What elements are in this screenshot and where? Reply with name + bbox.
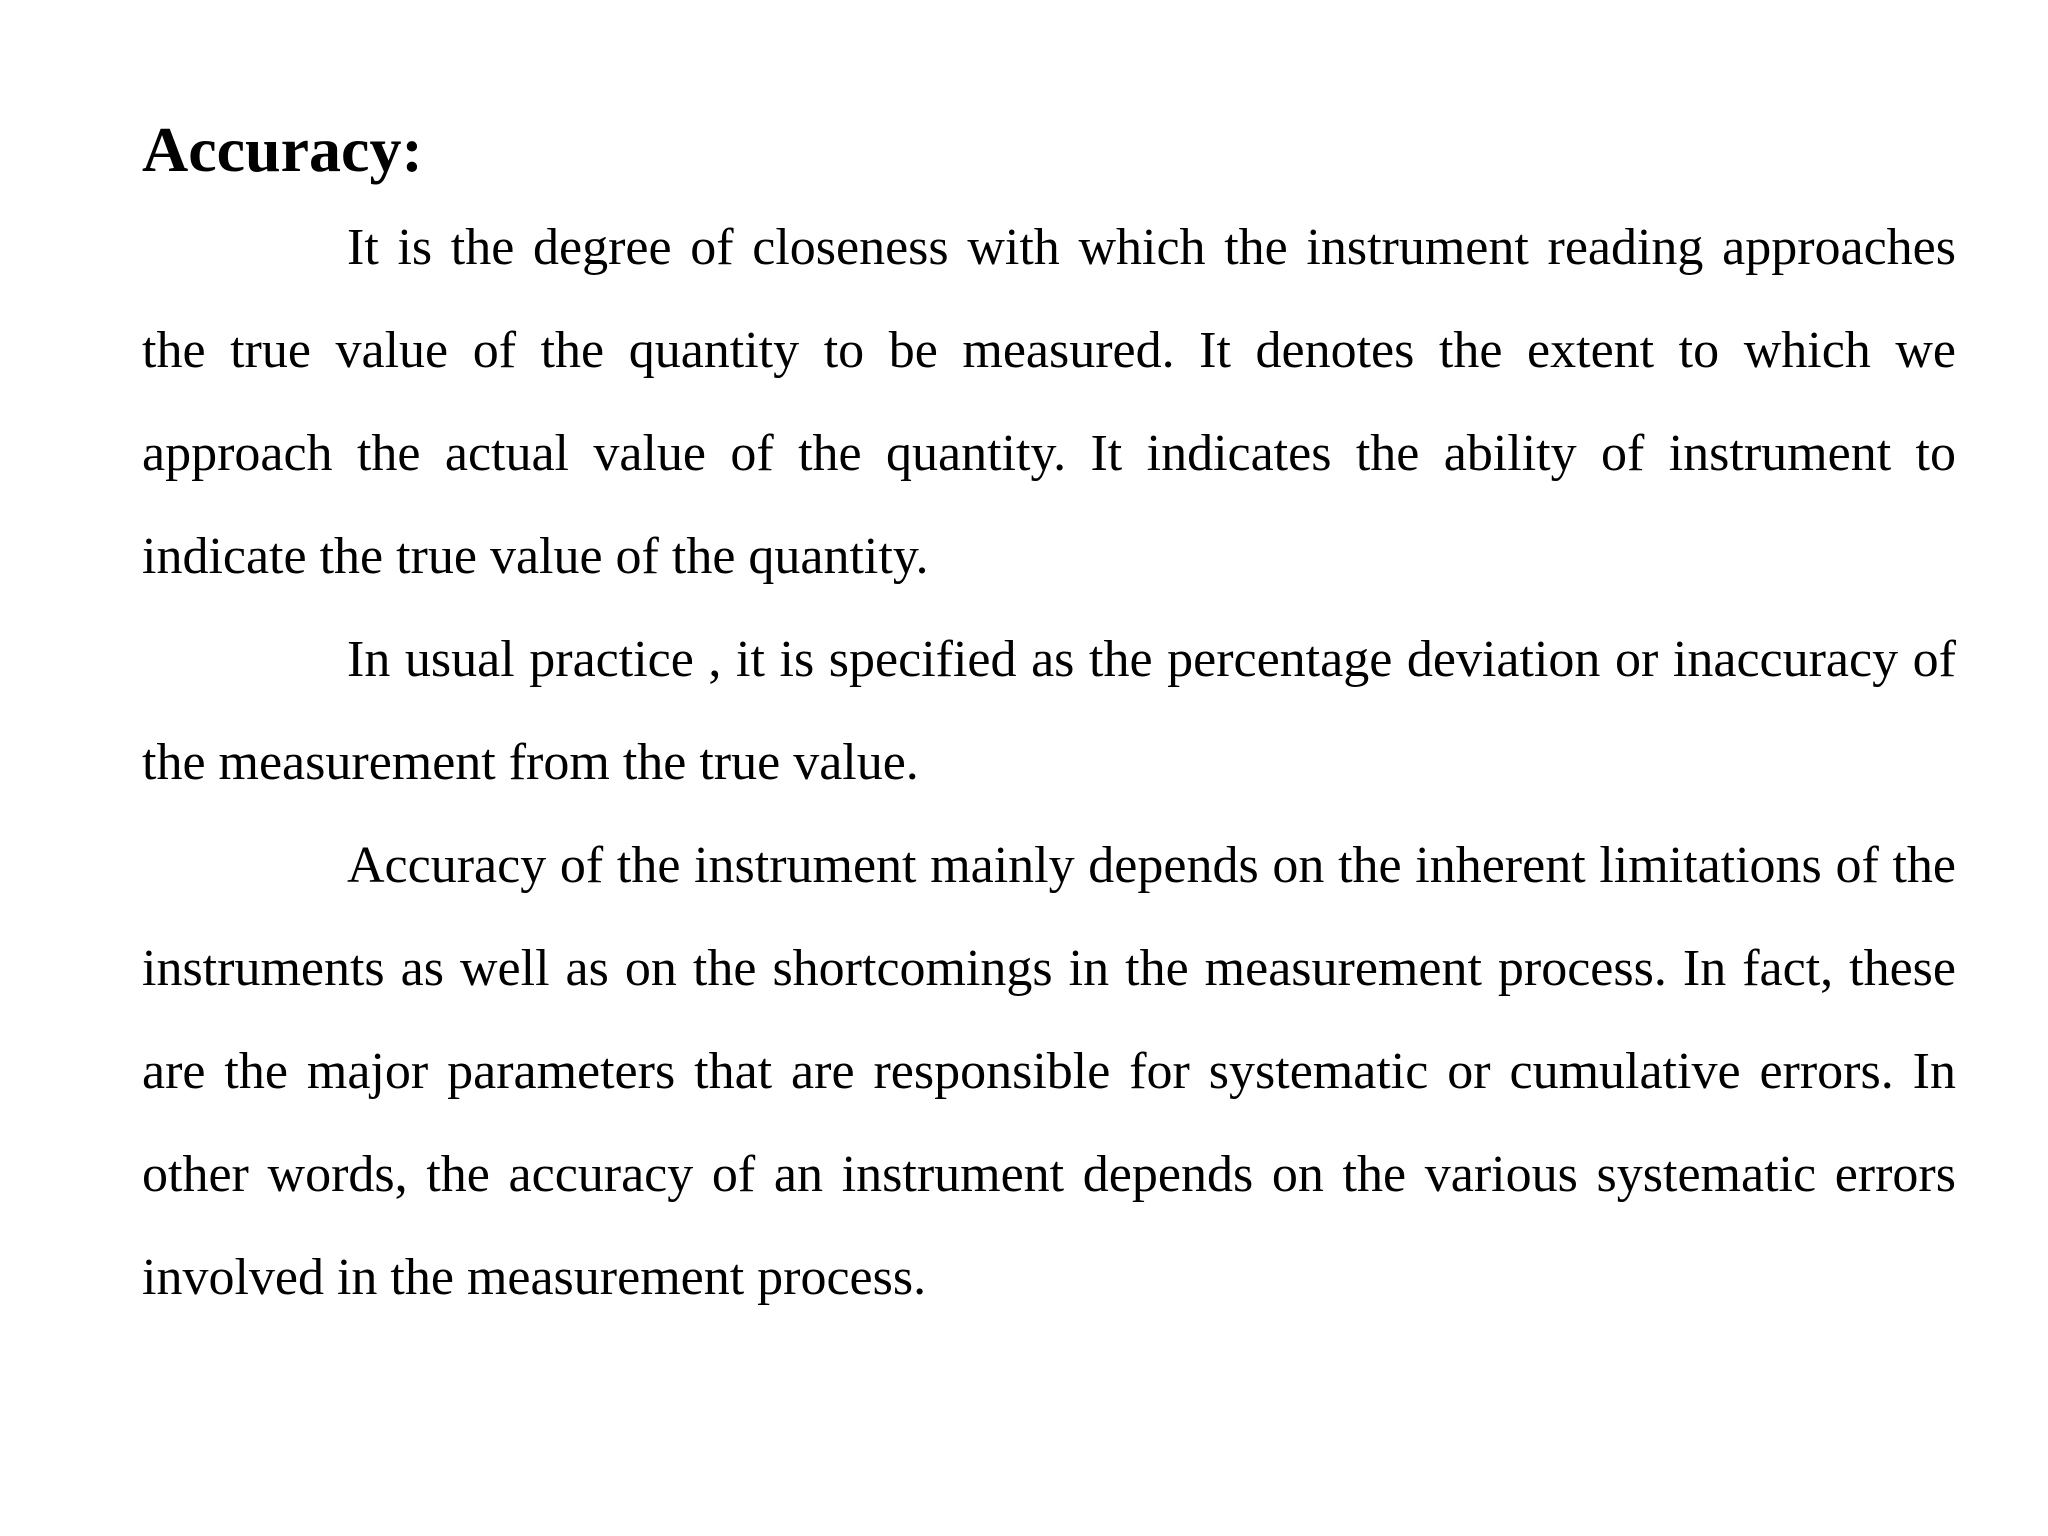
document-page (142, 112, 1956, 1329)
section-heading: Accuracy: (142, 114, 423, 185)
paragraph-definition: It is the degree of closeness with which the instrument reading approaches the true value of the quantity to be measured. It denotes the extent to which we approach the actual value of the quantity. It indicates the ability of instrument to indicate the true value of the quantity. (142, 219, 1956, 585)
paragraph-dependence: Accuracy of the instrument mainly depends on the inherent limitations of the instruments as well as on the shortcomings in the measurement process. In fact, these are the major parameters that are responsible for systematic or cumulative errors. In other words, the accuracy of an instrument depends on the various systematic errors involved in the measurement process. (142, 837, 1956, 1306)
paragraph-practice: In usual practice , it is specified as the percentage deviation or inaccuracy of the measurement from the true value. (142, 631, 1956, 791)
